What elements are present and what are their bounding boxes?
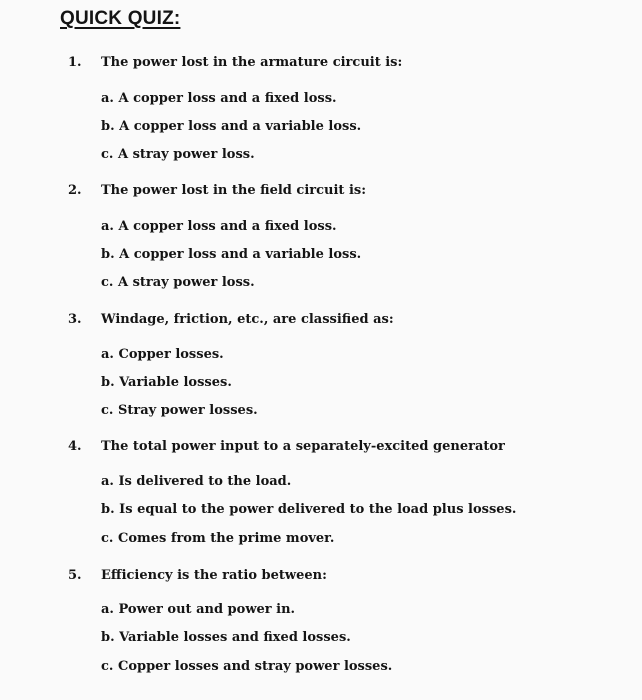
question-number: 2.: [68, 183, 82, 198]
question-text: Windage, friction, etc., are classified as:: [101, 312, 394, 327]
answer-option: c. Comes from the prime mover.: [101, 531, 335, 546]
answer-option: b. Is equal to the power delivered to the load plus losses.: [101, 502, 517, 517]
question-text: The total power input to a separately-excited generator: [101, 439, 505, 454]
answer-option: b. A copper loss and a variable loss.: [101, 119, 362, 134]
question-text: Efficiency is the ratio between:: [101, 568, 327, 583]
question-text: The power lost in the armature circuit is:: [101, 55, 403, 70]
question-number: 4.: [68, 439, 82, 454]
answer-option: c. A stray power loss.: [101, 147, 255, 162]
question-number: 5.: [68, 568, 82, 583]
answer-option: b. Variable losses.: [101, 375, 232, 390]
answer-option: b. Variable losses and fixed losses.: [101, 630, 351, 645]
answer-option: a. Is delivered to the load.: [101, 474, 292, 489]
answer-option: a. Power out and power in.: [101, 602, 296, 617]
answer-option: c. A stray power loss.: [101, 275, 255, 290]
answer-option: c. Stray power losses.: [101, 403, 258, 418]
answer-option: a. Copper losses.: [101, 347, 224, 362]
answer-option: b. A copper loss and a variable loss.: [101, 247, 362, 262]
answer-option: a. A copper loss and a fixed loss.: [101, 219, 337, 234]
question-text: The power lost in the field circuit is:: [101, 183, 367, 198]
question-number: 1.: [68, 55, 82, 70]
question-number: 3.: [68, 312, 82, 327]
answer-option: a. A copper loss and a fixed loss.: [101, 91, 337, 106]
page-title: QUICK QUIZ:: [60, 8, 181, 29]
answer-option: c. Copper losses and stray power losses.: [101, 659, 393, 674]
